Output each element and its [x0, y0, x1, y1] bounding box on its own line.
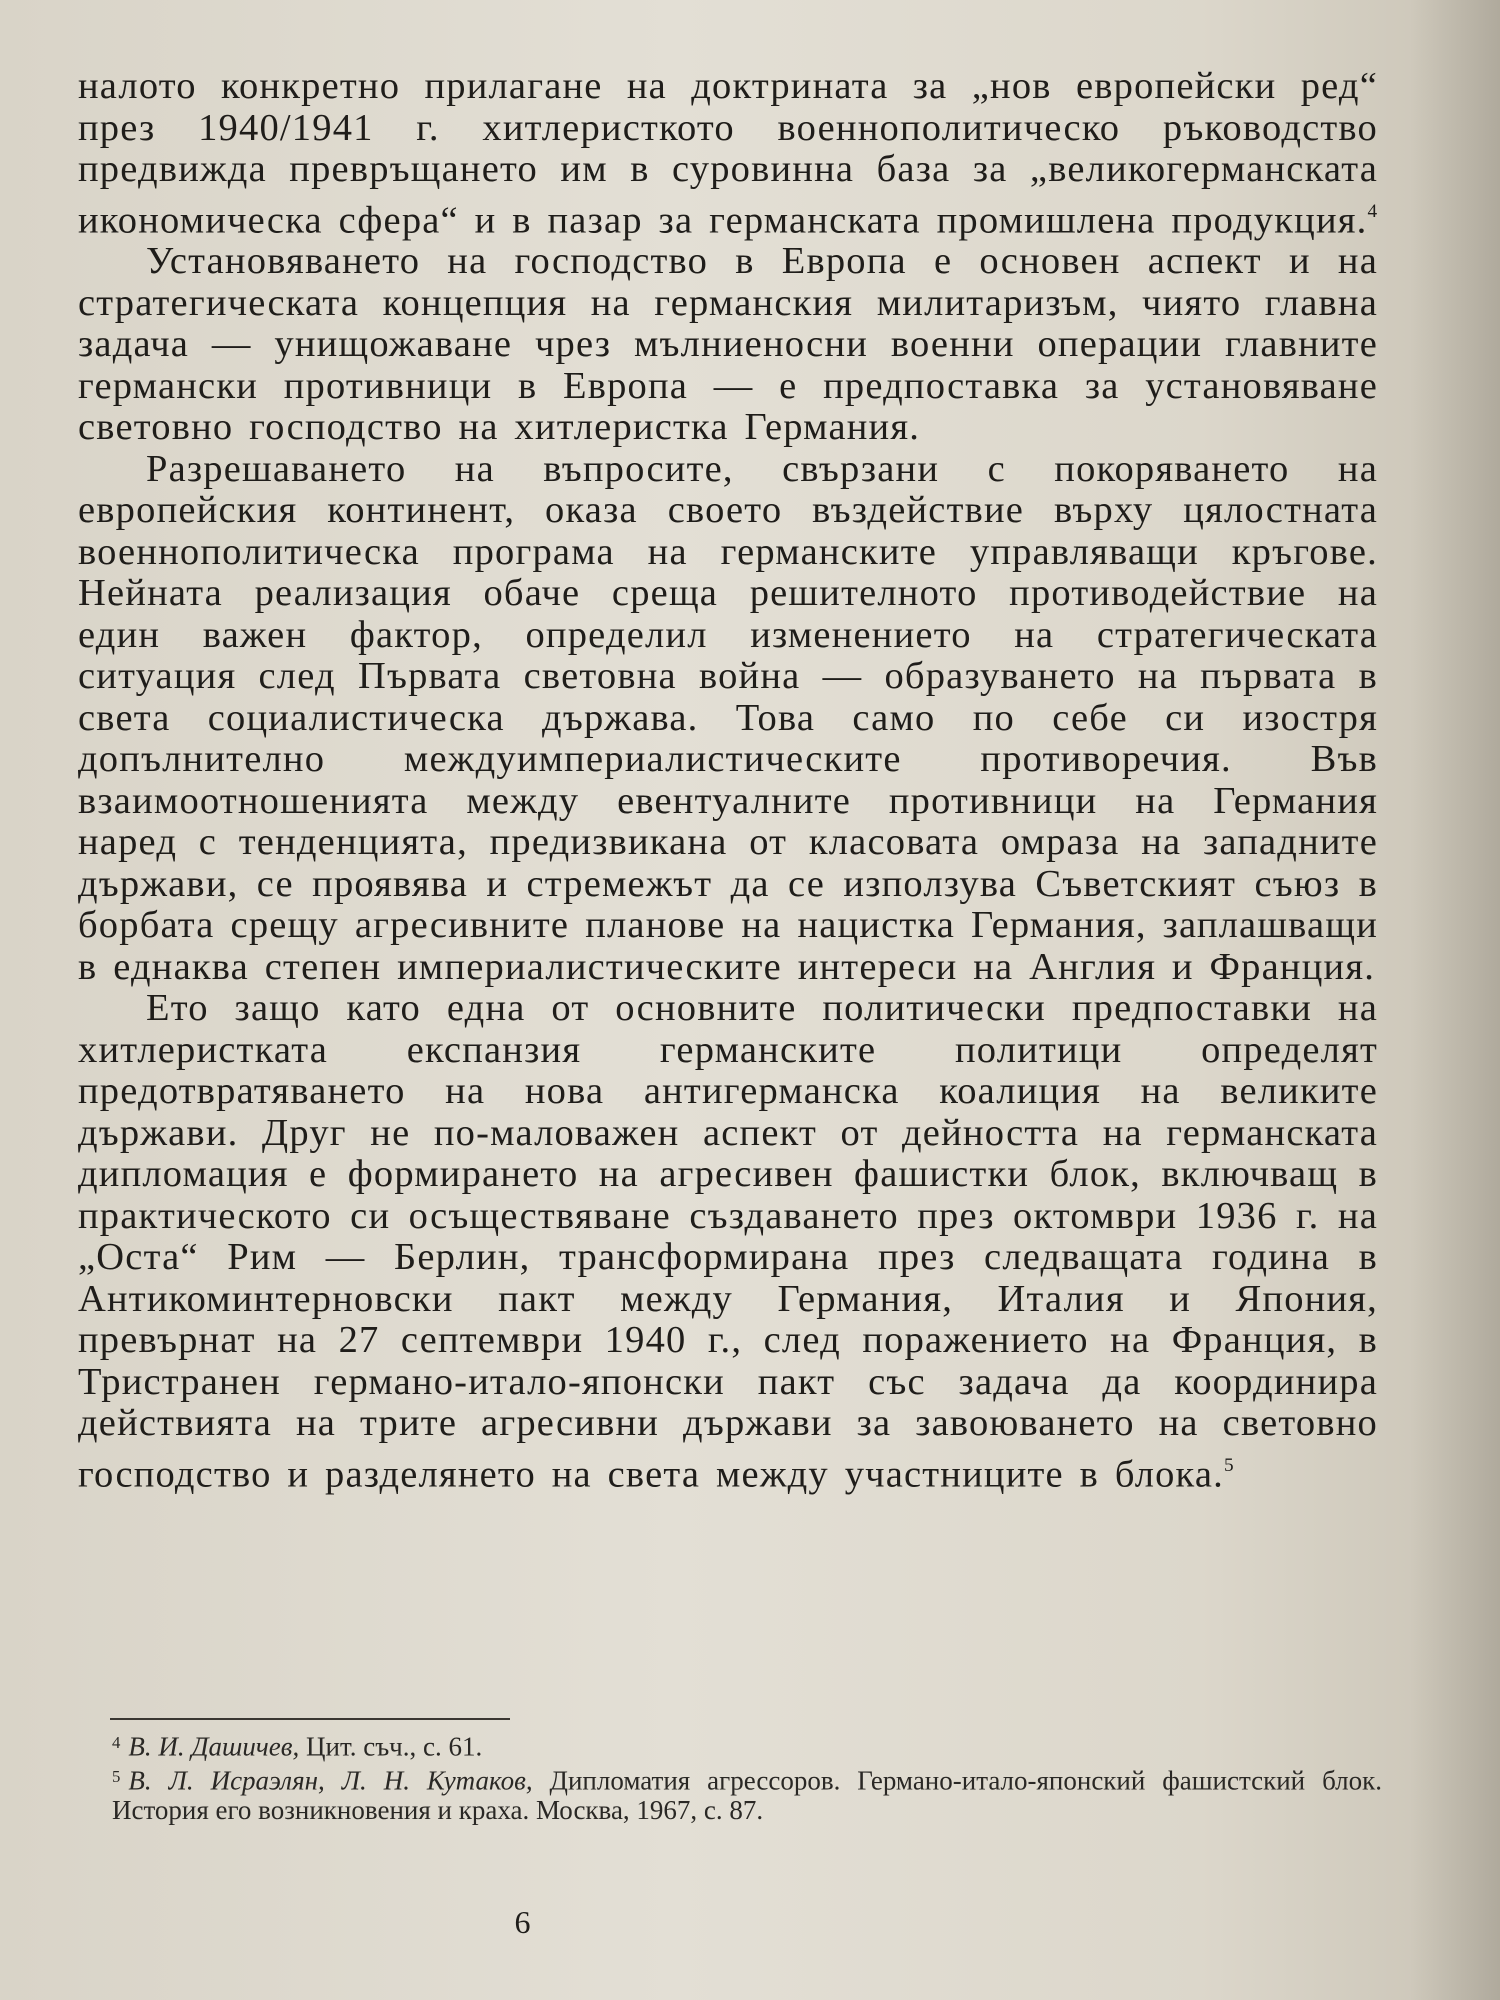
footnote-number: 4 — [112, 1733, 121, 1752]
footnote-ref-5: 5 — [1224, 1454, 1234, 1476]
footnote-number: 5 — [112, 1766, 121, 1786]
footnote-5 — [112, 1762, 1382, 1826]
footnote-author: В. И. Дашичев, — [128, 1731, 300, 1762]
paragraph-1-text: налото конкретно прилагане на доктрината за „нов европейски ред“ през 1940/1941 г. хитлеристкото военнополитическо ръководство предвижда превръщането им в суровинна база за „великогерманската икономическа сфера“ и в пазар за германската промишлена продукция. — [78, 65, 1378, 241]
footnote-text: Дипломатия агрессоров. Германо-итало-японский фашистский блок. История его возникновения и краха. Москва, 1967, с. 87. — [112, 1765, 1382, 1826]
paragraph-4-text: Ето защо като една от основните политически предпоставки на хитлеристката експанзия германските политици определят предотвратяването на нова антигерманска коалиция на великите държави. Друг не по-маловажен аспект от дейността на германската дипломация е формирането на агресивен фашистки блок, включващ в практическото си осъществяване създаването през октомври 1936 г. на „Оста“ Рим — Берлин, трансформирана през следващата година в Антикоминтерновски пакт между Германия, Италия и Япония, превърнат на 27 септември 1940 г., след поражението на Франция, в Тристранен германо-итало-японски пакт със задача да координира действията на трите агресивни държави за завоюването на световно господство и разделянето на света между участниците в блока. — [78, 987, 1378, 1496]
main-text — [78, 66, 1378, 1496]
footnote-author: В. Л. Исраэлян, Л. Н. Кутаков, — [128, 1765, 533, 1796]
paragraph-4 — [78, 988, 1378, 1495]
footnote-4 — [112, 1728, 1382, 1762]
paragraph-2 — [78, 241, 1378, 449]
footnote-text: Цит. съч., с. 61. — [299, 1731, 483, 1762]
paragraph-3 — [78, 449, 1378, 989]
paragraph-2-text: Установяването на господство в Европа е основен аспект и на стратегическата концепция на германския милитаризъм, чиято главна задача — унищожаване чрез мълниеносни военни операции главните германски противници в Европа — е предпоставка за установяване световно господство на хитлеристка Германия. — [78, 240, 1378, 449]
footnote-divider — [110, 1718, 510, 1720]
footnotes — [112, 1728, 1382, 1825]
paragraph-3-text: Разрешаването на въпросите, свързани с покоряването на европейския континент, оказа своето въздействие върху цялостната военнополитическа програма на германските управляващи кръгове. Нейната реализация обаче среща решителното противодействие на един важен фактор, определил изменението на стратегическата ситуация след Първата световна война — образуването на първата в света социалистическа държава. Това само по себе си изостря допълнително междуимпериалистическите противоречия. Във взаимоотношенията между евентуалните противници на Германия наред с тенденцията, предизвикана от класовата омраза на западните държави, се проявява и стремежът да се използува Съветският съюз в борбата срещу агресивните планове на нацистка Германия, заплашващи в еднаква степен империалистическите интереси на Англия и Франция. — [78, 447, 1378, 988]
footnote-ref-4: 4 — [1367, 200, 1378, 222]
paragraph-1 — [78, 66, 1378, 241]
page-number: 6 — [514, 1904, 531, 1940]
